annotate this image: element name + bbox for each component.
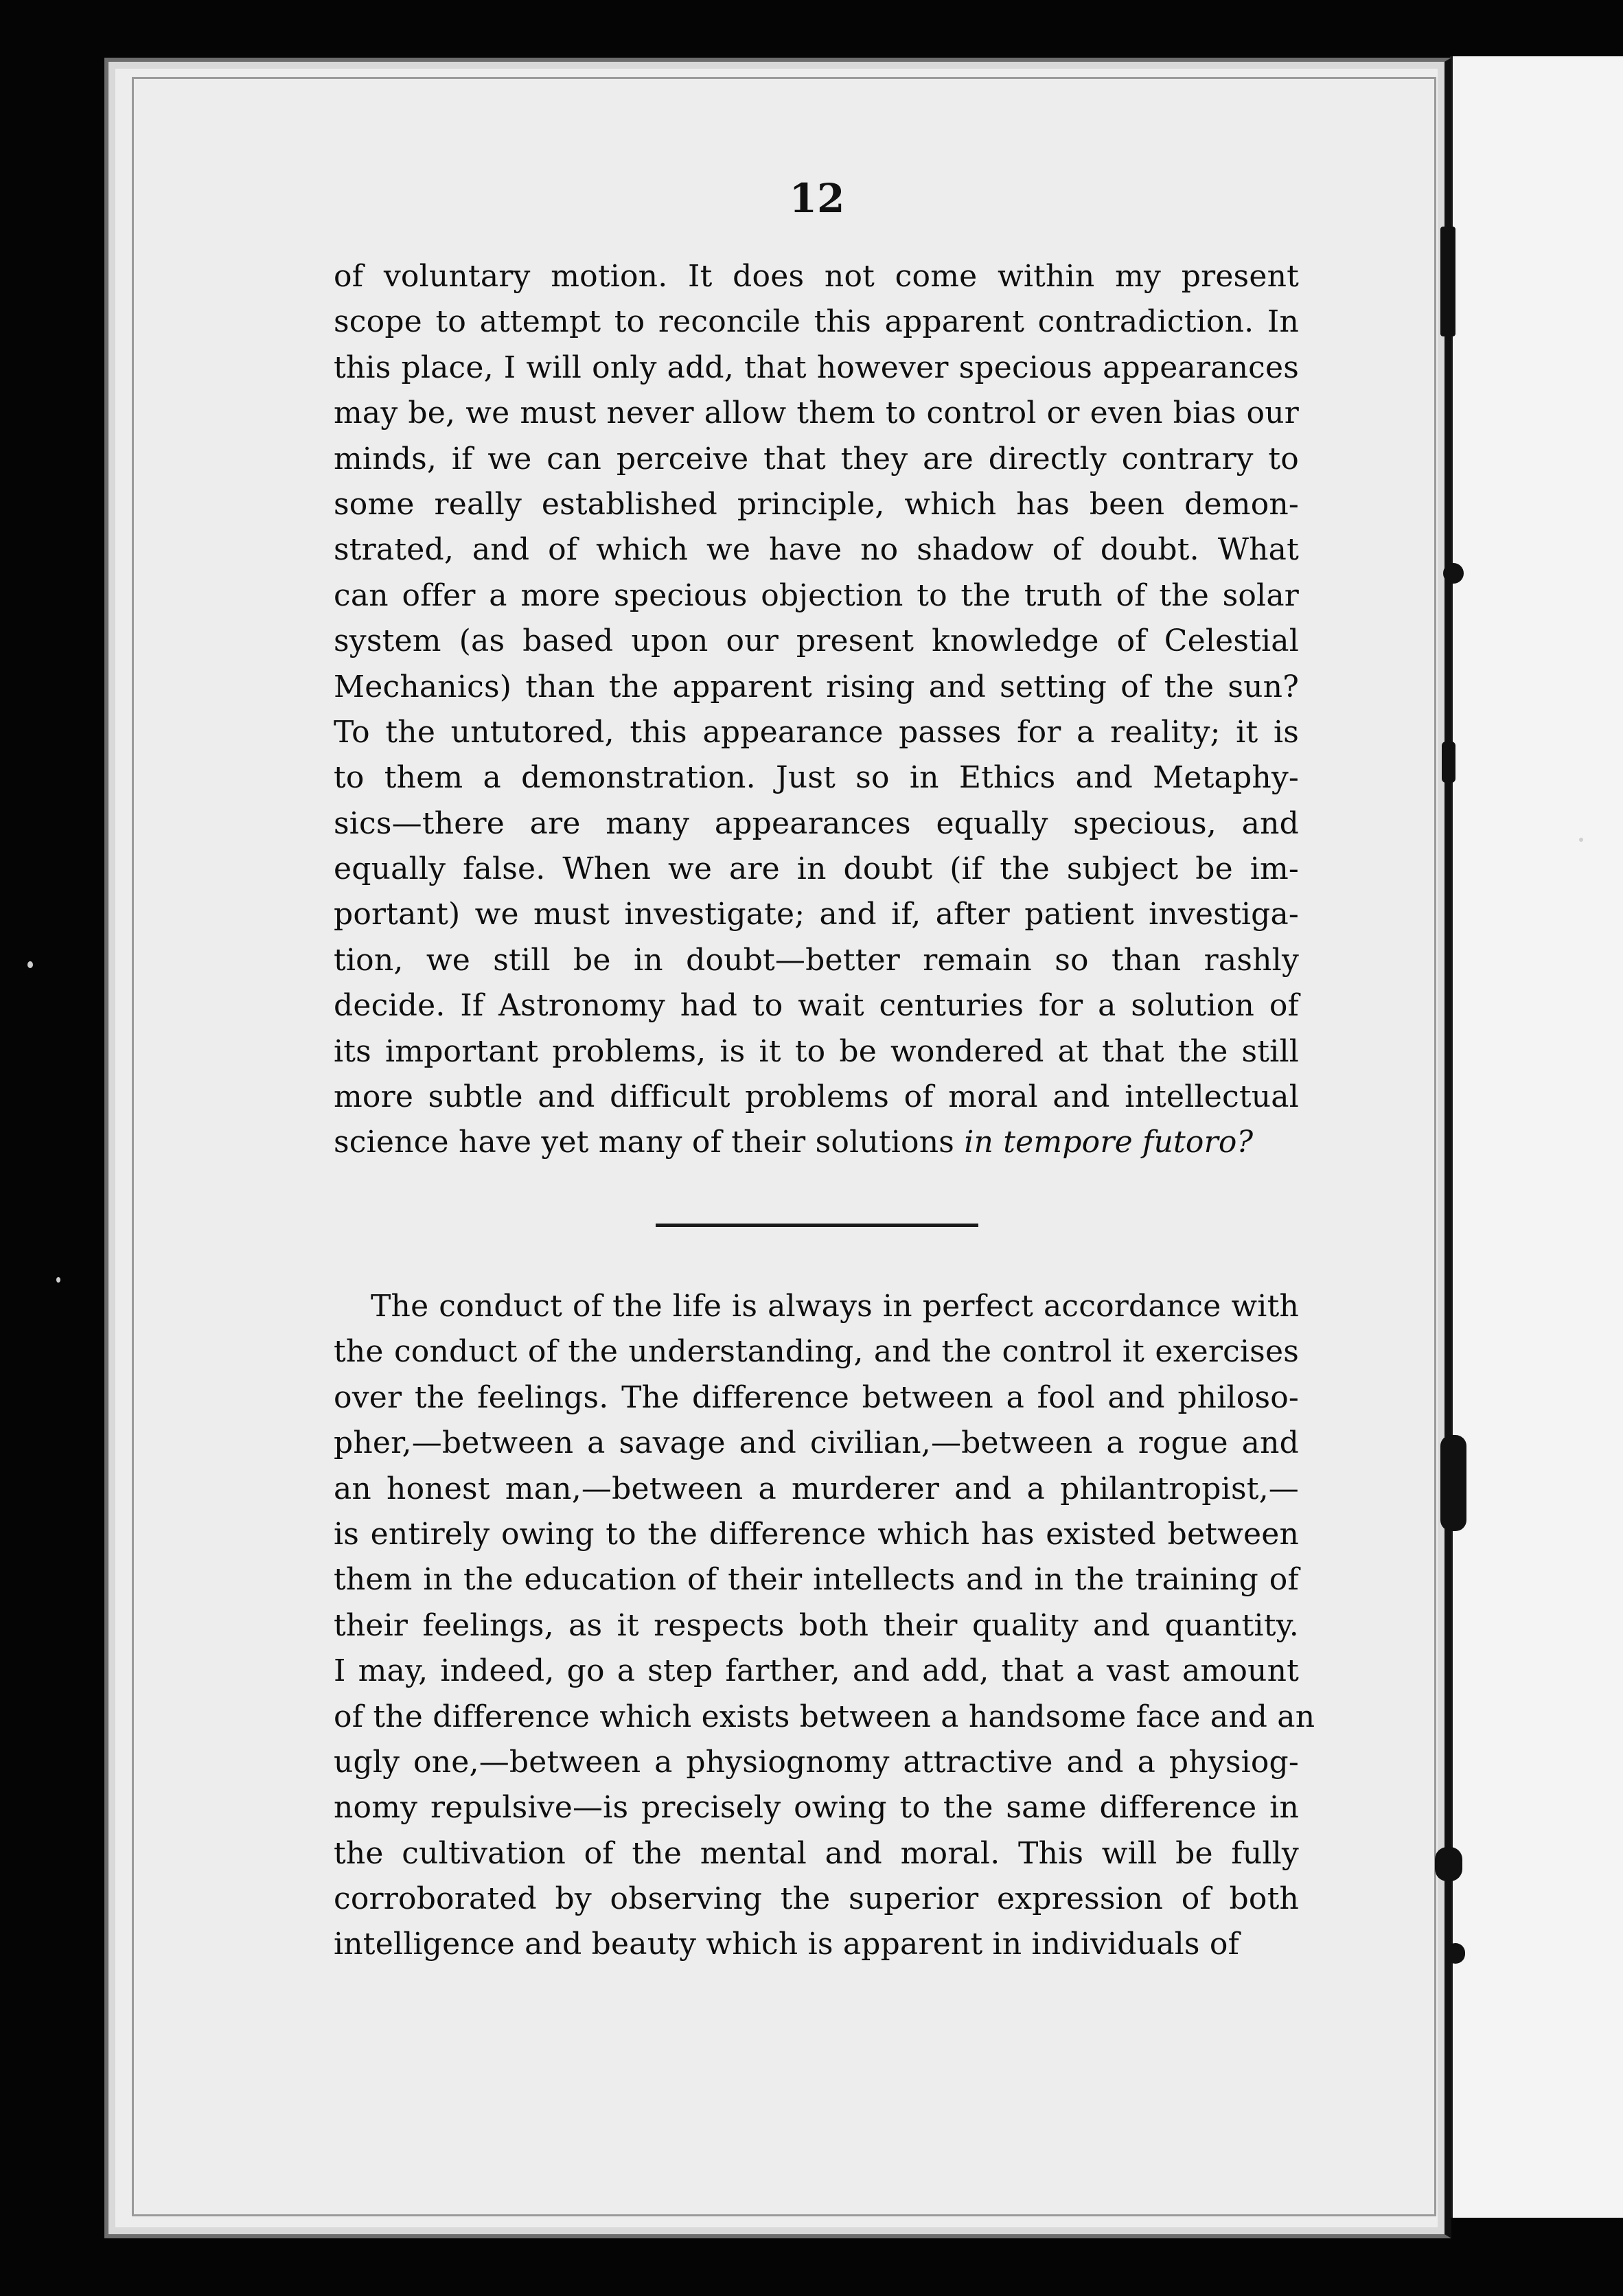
text-line: can offer a more specious objection to the truth of the solar bbox=[334, 577, 1299, 613]
text-line: sics—there are many appearances equally specious, and bbox=[334, 805, 1299, 841]
text-line: more subtle and difficult problems of moral and intellectual bbox=[334, 1079, 1299, 1115]
text-line: them in the education of their intellects and in the training of bbox=[334, 1562, 1299, 1598]
text-line: I may, indeed, go a step farther, and add, that a vast amount bbox=[334, 1653, 1299, 1689]
text-line: the conduct of the understanding, and the control it exercises bbox=[334, 1334, 1299, 1370]
text-line: of voluntary motion. It does not come within my present bbox=[334, 259, 1299, 294]
text-line: some really established principle, which has been demon- bbox=[334, 486, 1299, 522]
text-line: over the feelings. The difference between a fool and philoso- bbox=[334, 1379, 1299, 1415]
binding-mark bbox=[1446, 1943, 1465, 1964]
text-line: ugly one,—between a physiognomy attractive and a physiog- bbox=[334, 1744, 1299, 1780]
scan-speck bbox=[56, 1277, 60, 1283]
text-line: may be, we must never allow them to control or even bias our bbox=[334, 395, 1299, 431]
binding-mark bbox=[1443, 563, 1464, 584]
text-line: system (as based upon our present knowledge of Celestial bbox=[334, 623, 1299, 659]
text-line: To the untutored, this appearance passes for a reality; it is bbox=[334, 714, 1299, 750]
text-line: nomy repulsive—is precisely owing to the same difference in bbox=[334, 1790, 1299, 1826]
page-number: 12 bbox=[789, 175, 845, 222]
text-line: an honest man,—between a murderer and a philantropist,— bbox=[334, 1471, 1299, 1506]
binding-mark bbox=[1442, 742, 1455, 783]
text-line: decide. If Astronomy had to wait centuries for a solution of bbox=[334, 988, 1299, 1024]
text-line: minds, if we can perceive that they are directly contrary to bbox=[334, 441, 1299, 477]
text-line: this place, I will only add, that however specious appearances bbox=[334, 349, 1299, 385]
text-line: corroborated by observing the superior expression of both bbox=[334, 1881, 1299, 1917]
text-line-last bbox=[334, 1120, 1299, 1165]
text-line: Mechanics) than the apparent rising and setting of the sun? bbox=[334, 669, 1299, 704]
text-line: their feelings, as it respects both their quality and quantity. bbox=[334, 1607, 1299, 1643]
italic-phrase: in tempore futoro? bbox=[964, 1125, 1254, 1160]
text-line: portant) we must investigate; and if, after patient investiga- bbox=[334, 897, 1299, 932]
binding-mark bbox=[1440, 1435, 1466, 1531]
text-line: equally false. When we are in doubt (if the subject be im- bbox=[334, 851, 1299, 887]
binding-mark bbox=[1435, 1847, 1462, 1881]
scan-speck bbox=[27, 961, 33, 968]
adjacent-page-edge bbox=[1450, 56, 1623, 2218]
text-line: strated, and of which we have no shadow of doubt. What bbox=[334, 532, 1299, 568]
text-line: scope to attempt to reconcile this apparent contradiction. In bbox=[334, 304, 1299, 340]
text-line: intelligence and beauty which is apparent in individuals of bbox=[334, 1927, 1240, 1962]
text-line: the cultivation of the mental and moral. This will be fully bbox=[334, 1835, 1299, 1871]
text-line: pher,—between a savage and civilian,—between a rogue and bbox=[334, 1425, 1299, 1461]
text-run: science have yet many of their solutions bbox=[334, 1125, 965, 1160]
scan-speck bbox=[1579, 838, 1583, 842]
text-line: The conduct of the life is always in perfect accordance with bbox=[371, 1289, 1299, 1324]
text-line: its important problems, is it to be wondered at that the still bbox=[334, 1033, 1299, 1069]
text-line: tion, we still be in doubt—better remain so than rashly bbox=[334, 942, 1299, 978]
text-line: is entirely owing to the difference which has existed between bbox=[334, 1516, 1299, 1552]
binding-mark bbox=[1440, 227, 1455, 336]
paragraph-1 bbox=[334, 254, 1299, 1166]
section-divider bbox=[656, 1224, 978, 1227]
text-line: to them a demonstration. Just so in Ethics and Metaphy- bbox=[334, 760, 1299, 796]
paragraph-2 bbox=[334, 1284, 1315, 1968]
text-line: of the difference which exists between a handsome face and an bbox=[334, 1699, 1315, 1734]
